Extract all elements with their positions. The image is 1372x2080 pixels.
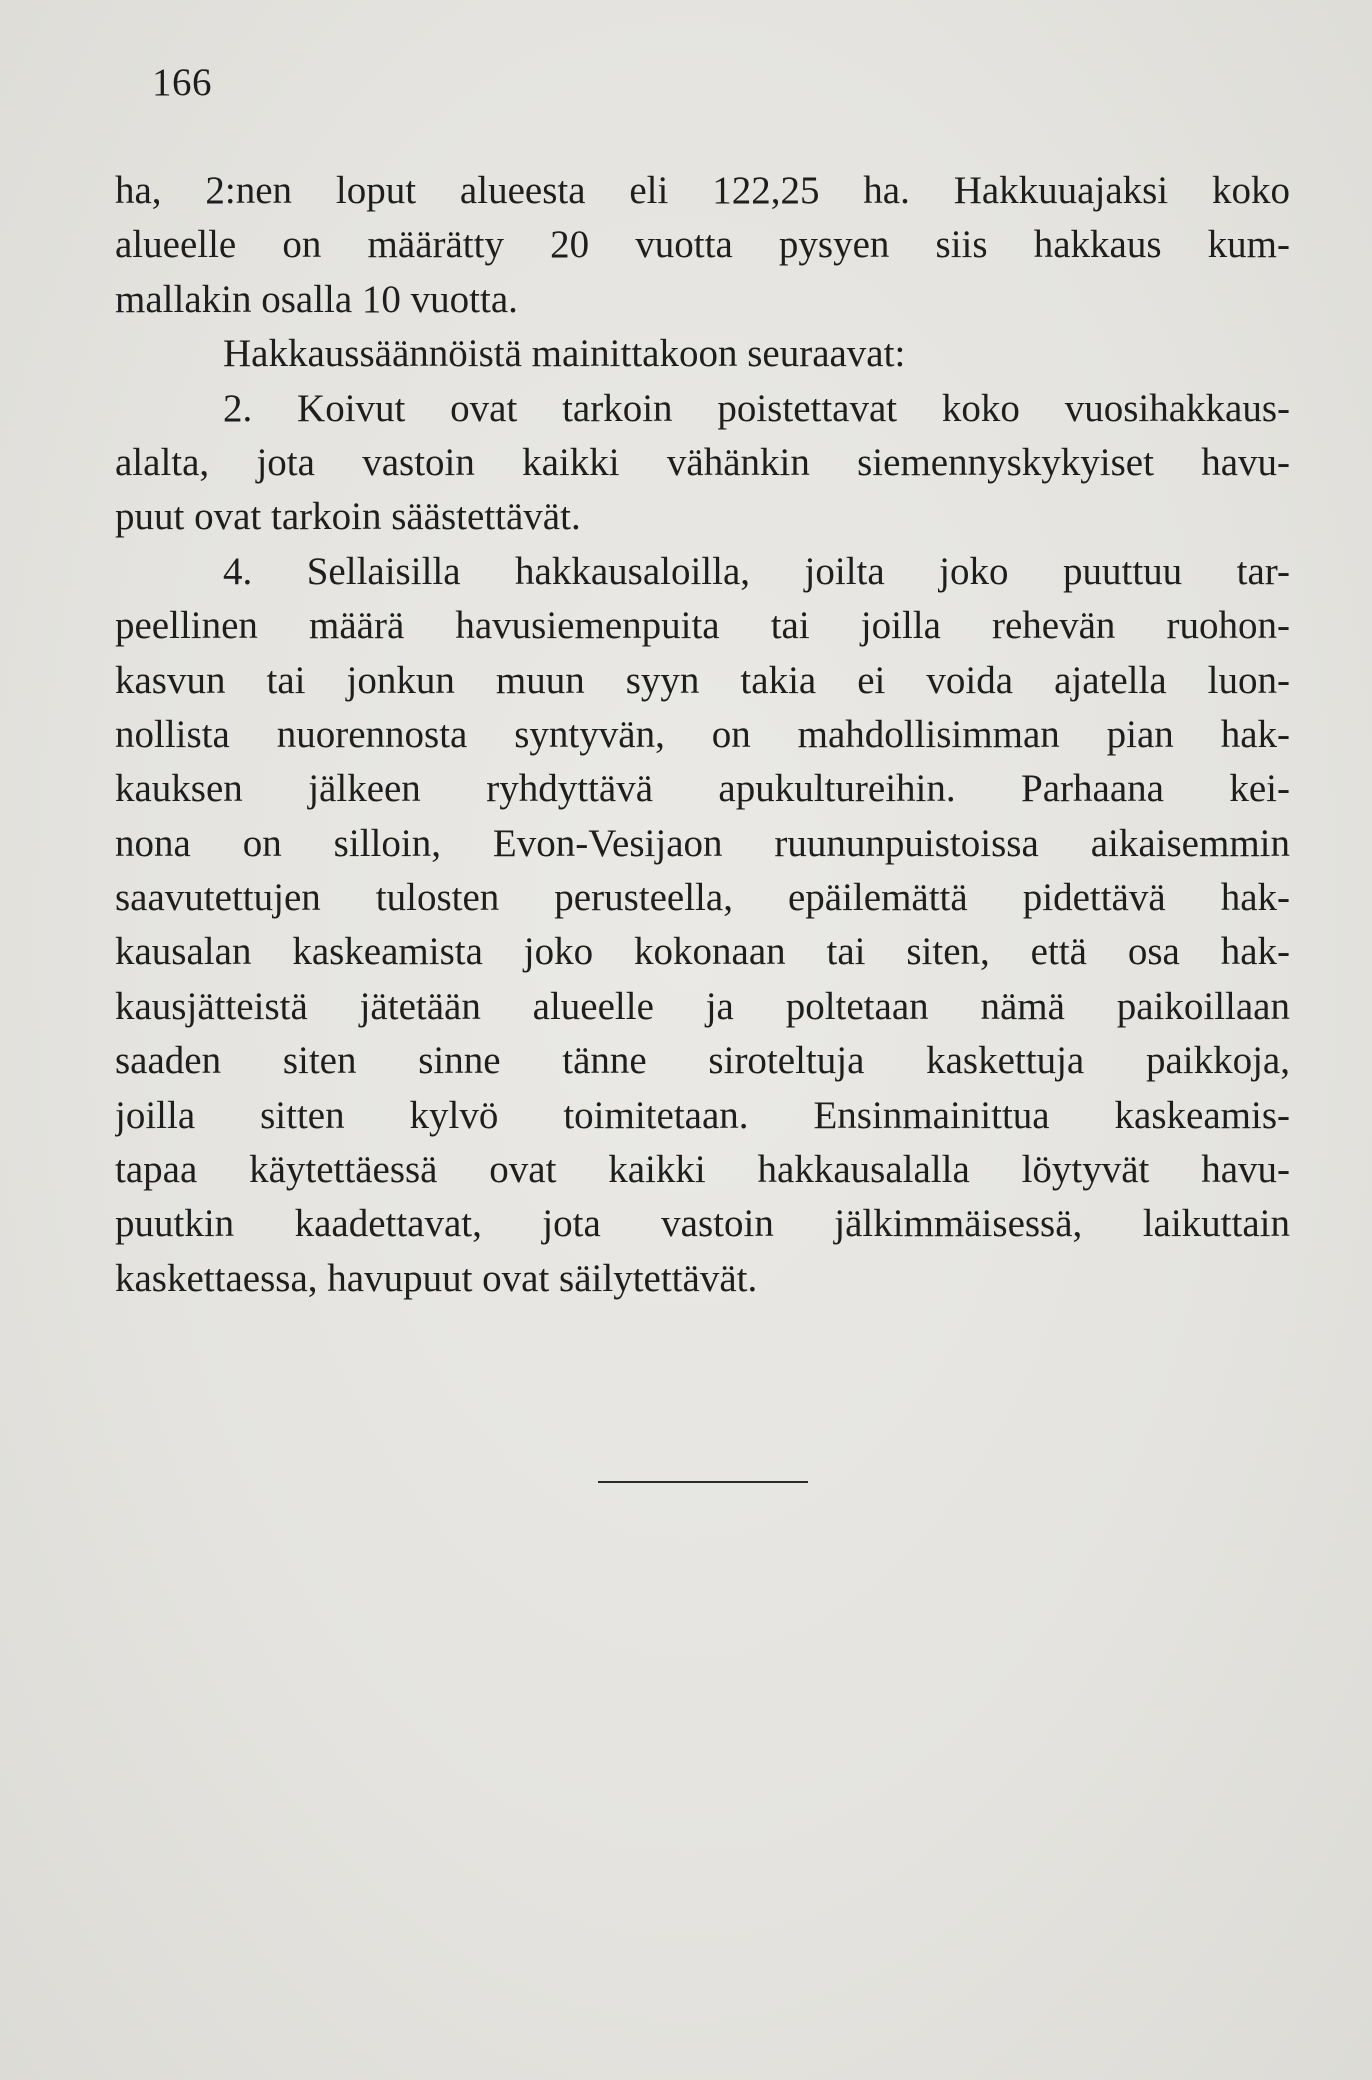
text-line: kasvun tai jonkun muun syyn takia ei voida ajatella luon- [115, 658, 1290, 702]
text-line: nollista nuorennosta syntyvän, on mahdollisimman pian hak- [115, 712, 1290, 756]
text-line: Hakkaussäännöistä mainittakoon seuraavat: [223, 332, 906, 376]
text-line: puutkin kaadettavat, jota vastoin jälkimmäisessä, laikuttain [115, 1202, 1290, 1246]
text-line: alalta, jota vastoin kaikki vähänkin siemennyskykyiset havu- [115, 440, 1290, 484]
page-number: 166 [152, 61, 212, 104]
text-line: kauksen jälkeen ryhdyttävä apukultureihin. Parhaana kei- [115, 767, 1290, 811]
text-line: alueelle on määrätty 20 vuotta pysyen siis hakkaus kum- [115, 223, 1290, 267]
text-line: saaden siten sinne tänne siroteltuja kaskettuja paikkoja, [115, 1039, 1290, 1083]
text-line: nona on silloin, Evon-Vesijaon ruununpuistoissa aikaisemmin [115, 821, 1290, 865]
text-line: puut ovat tarkoin säästettävät. [115, 495, 581, 539]
section-divider [598, 1481, 808, 1483]
text-line: kausalan kaskeamista joko kokonaan tai siten, että osa hak- [115, 930, 1290, 974]
text-line: saavutettujen tulosten perusteella, epäilemättä pidettävä hak- [115, 876, 1290, 920]
body-text [115, 164, 1290, 1306]
text-line: ha, 2:nen loput alueesta eli 122,25 ha. Hakkuuajaksi koko [115, 169, 1290, 212]
text-line: peellinen määrä havusiemenpuita tai joilla rehevän ruohon- [115, 604, 1290, 648]
text-line: kaskettaessa, havupuut ovat säilytettävät. [115, 1256, 758, 1300]
text-line: mallakin osalla 10 vuotta. [115, 277, 518, 321]
text-line: joilla sitten kylvö toimitetaan. Ensinmainittua kaskeamis- [115, 1093, 1290, 1137]
text-line: 2. Koivut ovat tarkoin poistettavat koko vuosihakkaus- [223, 386, 1290, 430]
text-line: 4. Sellaisilla hakkausaloilla, joilta joko puuttuu tar- [223, 549, 1290, 593]
text-line: kausjätteistä jätetään alueelle ja poltetaan nämä paikoillaan [115, 984, 1290, 1028]
text-line: tapaa käytettäessä ovat kaikki hakkausalalla löytyvät havu- [115, 1148, 1290, 1192]
